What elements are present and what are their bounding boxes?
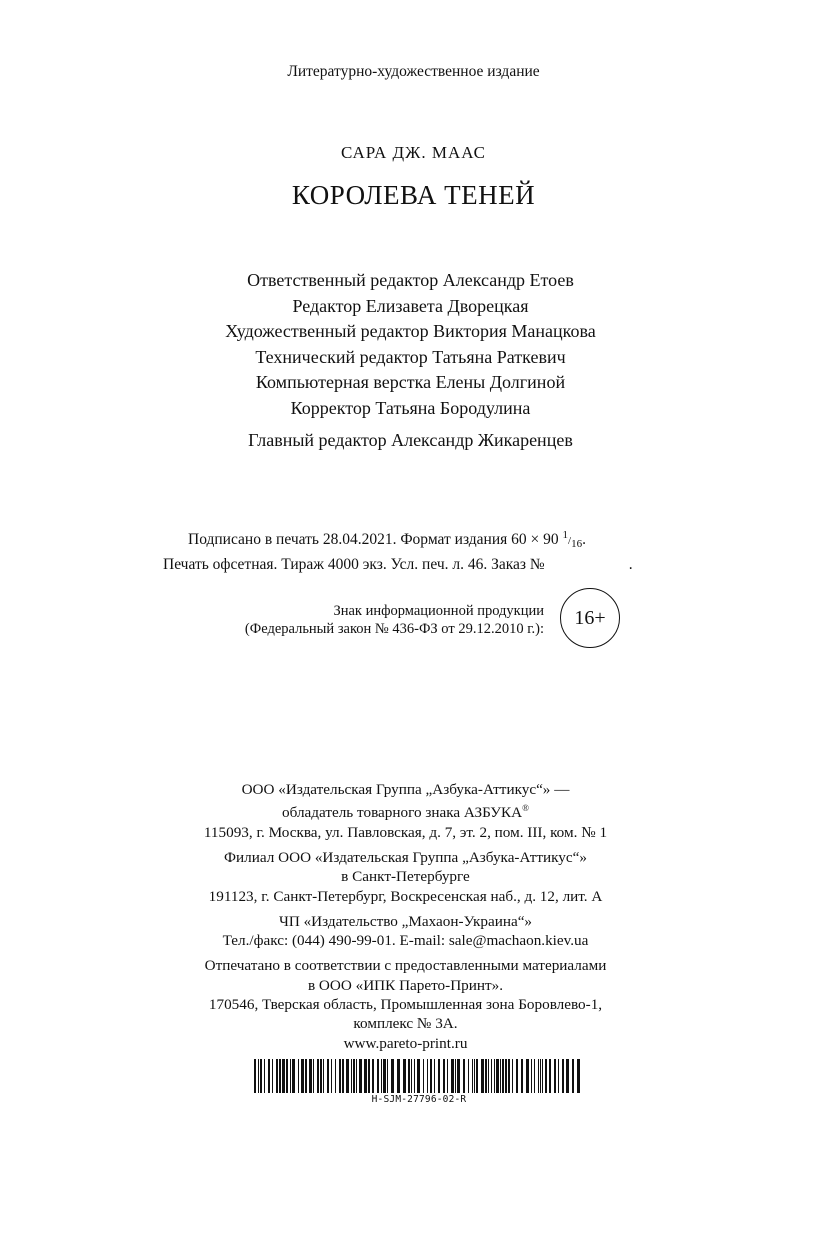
barcode-bar [353, 1059, 355, 1093]
publisher-line [0, 799, 819, 822]
barcode-bar [331, 1059, 332, 1093]
barcode-bar [468, 1059, 469, 1093]
barcode-bar [254, 1059, 256, 1093]
barcode-bar [292, 1059, 295, 1093]
barcode-bar [542, 1059, 543, 1093]
barcode-bar [351, 1059, 352, 1093]
print-line-2-end: . [628, 556, 633, 573]
editorial-staff [0, 268, 824, 421]
registered-mark: ® [522, 803, 529, 814]
publisher-line: 191123, г. Санкт-Петербург, Воскресенская наб., д. 12, лит. А [208, 887, 603, 905]
barcode-bar [377, 1059, 379, 1093]
staff-line: Редактор Елизавета Дворецкая [292, 295, 529, 316]
barcode-bar [290, 1059, 291, 1093]
barcode [254, 1059, 584, 1093]
publisher-line: 170546, Тверская область, Промышленная зона Боровлево-1, [208, 996, 603, 1014]
publisher-line: ООО «Издательская Группа „Азбука-Аттикус“» — [241, 781, 570, 798]
barcode-bar [447, 1059, 448, 1093]
barcode-bar [264, 1059, 265, 1093]
barcode-bar [272, 1059, 273, 1093]
format-slash: / [568, 535, 572, 547]
barcode-bar [438, 1059, 440, 1093]
barcode-bar [516, 1059, 518, 1093]
age-rating-label [200, 602, 544, 638]
barcode-bar [368, 1059, 370, 1093]
barcode-bar [434, 1059, 435, 1093]
barcode-bar [305, 1059, 307, 1093]
barcode-bar [443, 1059, 445, 1093]
barcode-bar [260, 1059, 262, 1093]
barcode-bar [491, 1059, 492, 1093]
print-info [163, 528, 633, 576]
staff-line: Компьютерная верстка Елены Долгиной [255, 372, 566, 392]
barcode-bar [534, 1059, 535, 1093]
barcode-bar [320, 1059, 322, 1093]
publisher-line: в Санкт-Петербурге [341, 868, 470, 886]
publisher-info [0, 780, 819, 1053]
print-info-line-2 [163, 553, 633, 576]
barcode-bar [282, 1059, 285, 1093]
barcode-bar [381, 1059, 382, 1093]
barcode-bar [403, 1059, 406, 1093]
barcode-bar [500, 1059, 501, 1093]
barcode-bar [549, 1059, 551, 1093]
barcode-bar [309, 1059, 312, 1093]
barcode-bar [258, 1059, 259, 1093]
print-line-1-end: . [582, 531, 586, 548]
format-denominator: 16 [571, 538, 583, 550]
barcode-bar [554, 1059, 556, 1093]
staff-line: Корректор Татьяна Бородулина [290, 397, 531, 418]
print-info-line-1 [163, 528, 633, 553]
trademark-holder: обладатель товарного знака АЗБУКА [282, 804, 523, 822]
age-rating-value: 16+ [574, 606, 606, 629]
barcode-bar [474, 1059, 475, 1093]
barcode-code: H-SJM-27796-02-R [371, 1094, 467, 1105]
print-signed-format: Подписано в печать 28.04.2021. Формат издания 60 × 90 [188, 531, 559, 548]
barcode-bar [577, 1059, 580, 1093]
barcode-bar [502, 1059, 504, 1093]
barcode-bar [463, 1059, 465, 1093]
book-title: КОРОЛЕВА ТЕНЕЙ [291, 180, 536, 210]
barcode-bar [512, 1059, 513, 1093]
edition-type: Литературно-художественное издание [287, 63, 540, 80]
barcode-bar [317, 1059, 319, 1093]
barcode-bar [472, 1059, 473, 1093]
barcode-bar [327, 1059, 329, 1093]
publisher-line: Отпечатано в соответствии с предоставленными материалами [204, 957, 607, 975]
barcode-bar [494, 1059, 495, 1093]
format-numerator: 1 [562, 529, 569, 541]
barcode-bar [356, 1059, 357, 1093]
barcode-bar [364, 1059, 367, 1093]
barcode-bar [323, 1059, 324, 1093]
barcode-bar [313, 1059, 314, 1093]
barcode-bar [538, 1059, 539, 1093]
barcode-bar [566, 1059, 569, 1093]
barcode-bar [414, 1059, 415, 1093]
barcode-bar [481, 1059, 484, 1093]
publisher-line: www.pareto-print.ru [343, 1034, 468, 1052]
barcode-bar [540, 1059, 541, 1093]
barcode-bar [346, 1059, 349, 1093]
barcode-bar [359, 1059, 362, 1093]
barcode-bar [451, 1059, 454, 1093]
publisher-line: 115093, г. Москва, ул. Павловская, д. 7, эт. 2, пом. III, ком. № 1 [203, 823, 608, 841]
barcode-bar [339, 1059, 341, 1093]
barcode-bar [427, 1059, 428, 1093]
barcode-bar [457, 1059, 460, 1093]
barcode-bar [488, 1059, 489, 1093]
publisher-line: комплекс № 3А. [353, 1015, 458, 1033]
barcode-bar [298, 1059, 299, 1093]
barcode-bar [545, 1059, 547, 1093]
publisher-line: Тел./факс: (044) 490-99-01. E-mail: sale@machaon.kiev.ua [222, 932, 589, 950]
barcode-bar [521, 1059, 523, 1093]
barcode-bar [531, 1059, 532, 1093]
author-name: САРА ДЖ. МААС [340, 143, 487, 162]
barcode-bar [387, 1059, 388, 1093]
barcode-bar [526, 1059, 529, 1093]
age-label-line: Знак информационной продукции [333, 603, 544, 619]
format-fraction [562, 529, 583, 550]
age-rating-badge [560, 588, 620, 648]
barcode-bar [572, 1059, 574, 1093]
staff-line: Ответственный редактор Александр Етоев [247, 270, 574, 290]
barcode-bar [286, 1059, 288, 1093]
barcode-bar [562, 1059, 564, 1093]
barcode-bar [372, 1059, 374, 1093]
barcode-bar [408, 1059, 410, 1093]
staff-line: Художественный редактор Виктория Манацкова [225, 321, 596, 341]
print-run-order: Печать офсетная. Тираж 4000 экз. Усл. печ. л. 46. Заказ № [163, 556, 545, 573]
age-law-line: (Федеральный закон № 436-ФЗ от 29.12.2010 г.): [244, 621, 544, 637]
publisher-line: ЧП «Издательство „Махаон-Украина“» [278, 912, 533, 930]
barcode-bar [301, 1059, 304, 1093]
barcode-bar [508, 1059, 510, 1093]
barcode-bar [383, 1059, 386, 1093]
barcode-bar [342, 1059, 344, 1093]
barcode-bar [455, 1059, 456, 1093]
barcode-bar [335, 1059, 336, 1093]
barcode-bar [496, 1059, 499, 1093]
publisher-line: в ООО «ИПК Парето-Принт». [307, 976, 504, 994]
staff-line: Технический редактор Татьяна Раткевич [255, 346, 566, 367]
barcode-bar [411, 1059, 412, 1093]
barcode-bar [279, 1059, 281, 1093]
barcode-bar [423, 1059, 424, 1093]
barcode-bar [558, 1059, 559, 1093]
barcode-bar [505, 1059, 507, 1093]
barcode-bar [391, 1059, 394, 1093]
barcode-bar [430, 1059, 432, 1093]
barcode-bar [268, 1059, 270, 1093]
barcode-bar [417, 1059, 420, 1093]
barcode-bar [485, 1059, 487, 1093]
publisher-line: Филиал ООО «Издательская Группа „Азбука-Аттикус“» [224, 848, 587, 866]
barcode-bar [476, 1059, 478, 1093]
barcode-bar [397, 1059, 400, 1093]
barcode-bar [276, 1059, 278, 1093]
chief-editor: Главный редактор Александр Жикаренцев [248, 430, 573, 450]
